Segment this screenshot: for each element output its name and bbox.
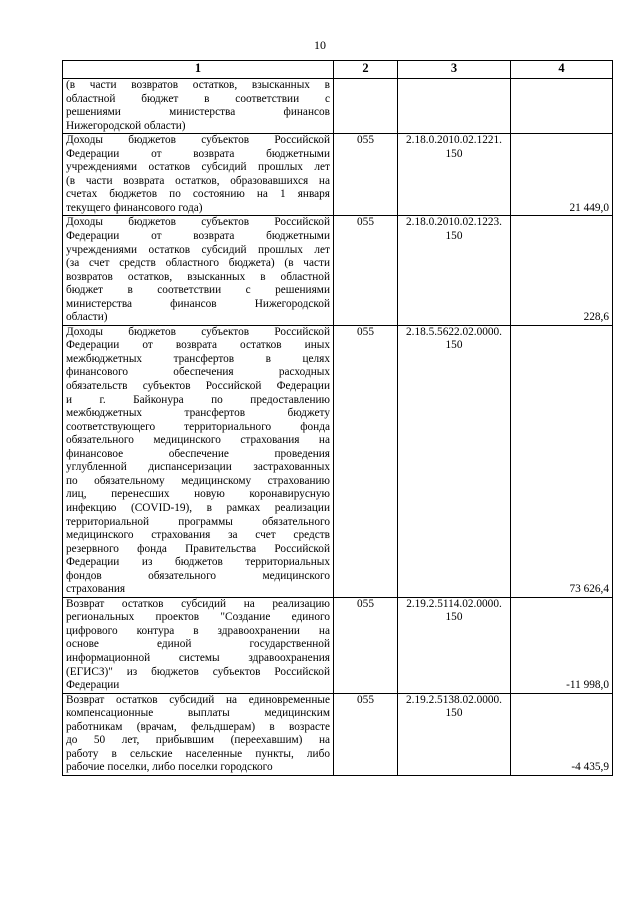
description-line: областной бюджет в соответствии с xyxy=(66,92,330,105)
description-line: Возврат остатков субсидий на единовременные xyxy=(66,693,330,706)
description-line: информационной системы здравоохранения xyxy=(66,651,330,664)
description-line: учреждениями остатков субсидий прошлых лет xyxy=(66,161,330,174)
description-line: (за счет средств областного бюджета) (в части xyxy=(66,257,330,270)
description-line: решениями министерства финансов xyxy=(66,106,330,119)
row-description xyxy=(63,325,334,597)
description-line: Нижегородской области) xyxy=(66,119,186,132)
description-line: Доходы бюджетов субъектов Российской xyxy=(66,216,330,229)
description-line: области) xyxy=(66,311,108,324)
row-budget-code xyxy=(398,134,511,216)
row-budget-code xyxy=(398,216,511,325)
description-line: и г. Байконура по предоставлению xyxy=(66,393,330,406)
description-line: углубленной диспансеризации застрахованных xyxy=(66,461,330,474)
description-line: Федерации от возврата бюджетными xyxy=(66,147,330,160)
description-line: медицинского страхования за счет средств xyxy=(66,529,330,542)
row-admin-code: 055 xyxy=(334,597,398,693)
table-row xyxy=(63,79,613,134)
row-amount: -11 998,0 xyxy=(511,597,613,693)
description-line: Возврат остатков субсидий на реализацию xyxy=(66,597,330,610)
description-line: фондов обязательного медицинского xyxy=(66,569,330,582)
description-line: (в части возвратов остатков, взысканных в xyxy=(66,79,330,91)
row-budget-code xyxy=(398,79,511,134)
row-description xyxy=(63,216,334,325)
budget-table xyxy=(62,60,613,776)
description-line: Федерации от возврата бюджетными xyxy=(66,230,330,243)
description-line: финансового обеспечения расходных xyxy=(66,366,330,379)
budget-code-line: 2.18.0.2010.02.1221. xyxy=(405,134,503,147)
description-line: региональных проектов "Создание единого xyxy=(66,611,330,624)
description-line: Доходы бюджетов субъектов Российской xyxy=(66,134,330,147)
description-line: Федерации от возврата остатков иных xyxy=(66,339,330,352)
budget-code-line: 2.19.2.5138.02.0000. xyxy=(405,693,503,706)
description-line: межбюджетных трансфертов в целях xyxy=(66,352,330,365)
description-line: возвратов остатков, взысканных в областной xyxy=(66,270,330,283)
page-number: 10 xyxy=(314,38,326,52)
row-amount: 21 449,0 xyxy=(511,134,613,216)
table-row xyxy=(63,597,613,693)
budget-code-line: 2.19.2.5114.02.0000. xyxy=(406,597,502,610)
budget-code-line: 150 xyxy=(445,707,463,720)
row-budget-code xyxy=(398,325,511,597)
row-description xyxy=(63,134,334,216)
row-amount: 73 626,4 xyxy=(511,325,613,597)
row-amount: -4 435,9 xyxy=(511,693,613,775)
table-header-row xyxy=(63,61,613,79)
row-description xyxy=(63,693,334,775)
description-line: по обязательному медицинскому страхованию xyxy=(66,474,330,487)
row-budget-code xyxy=(398,693,511,775)
description-line: Доходы бюджетов субъектов Российской xyxy=(66,325,330,338)
description-line: (ЕГИСЗ)" из бюджетов субъектов Российской xyxy=(66,665,330,678)
description-line: страхования xyxy=(66,583,126,596)
description-line: бюджет в соответствии с решениями xyxy=(66,284,330,297)
description-line: работу в сельские населенные пункты, либо xyxy=(66,747,330,760)
budget-code-line: 150 xyxy=(445,147,463,160)
description-line: компенсационные выплаты медицинским xyxy=(66,707,330,720)
description-line: соответствующего территориального фонда xyxy=(66,420,330,433)
row-description xyxy=(63,79,334,134)
description-line: министерства финансов Нижегородской xyxy=(66,297,330,310)
header-col-1: 1 xyxy=(63,61,334,79)
row-description xyxy=(63,597,334,693)
table-row xyxy=(63,216,613,325)
row-admin-code: 055 xyxy=(334,216,398,325)
row-amount xyxy=(511,79,613,134)
description-line: финансовое обеспечение проведения xyxy=(66,447,330,460)
header-col-3: 3 xyxy=(398,61,511,79)
description-line: (в части возврата остатков, образовавшихся на xyxy=(66,174,330,187)
row-admin-code: 055 xyxy=(334,325,398,597)
table-row xyxy=(63,134,613,216)
description-line: рабочие поселки, либо поселки городского xyxy=(66,761,273,774)
description-line: территориальной программы обязательного xyxy=(66,515,330,528)
row-admin-code: 055 xyxy=(334,693,398,775)
budget-code-line: 150 xyxy=(445,339,463,352)
description-line: основе единой государственной xyxy=(66,638,330,651)
description-line: Федерации из бюджетов территориальных xyxy=(66,556,330,569)
budget-code-line: 150 xyxy=(445,230,463,243)
description-line: Федерации xyxy=(66,679,120,692)
row-amount: 228,6 xyxy=(511,216,613,325)
description-line: инфекцию (COVID-19), в рамках реализации xyxy=(66,501,330,514)
description-line: счетах бюджетов по состоянию на 1 января xyxy=(66,188,330,201)
table-row xyxy=(63,693,613,775)
header-col-4: 4 xyxy=(511,61,613,79)
description-line: текущего финансового года) xyxy=(66,201,203,214)
description-line: лиц, перенесших новую коронавирусную xyxy=(66,488,330,501)
row-admin-code: 055 xyxy=(334,134,398,216)
description-line: работникам (врачам, фельдшерам) в возрасте xyxy=(66,720,330,733)
budget-code-line: 2.18.5.5622.02.0000. xyxy=(405,325,503,338)
description-line: до 50 лет, прибывшим (переехавшим) на xyxy=(66,734,330,747)
description-line: цифрового контура в здравоохранении на xyxy=(66,624,330,637)
description-line: учреждениями остатков субсидий прошлых лет xyxy=(66,243,330,256)
row-budget-code xyxy=(398,597,511,693)
budget-code-line: 150 xyxy=(445,611,463,624)
description-line: обязательного медицинского страхования на xyxy=(66,434,330,447)
row-admin-code xyxy=(334,79,398,134)
description-line: резервного фонда Правительства Российской xyxy=(66,542,330,555)
description-line: межбюджетных трансфертов бюджету xyxy=(66,407,330,420)
description-line: обязательств субъектов Российской Федерации xyxy=(66,380,330,393)
table-row xyxy=(63,325,613,597)
header-col-2: 2 xyxy=(334,61,398,79)
budget-code-line: 2.18.0.2010.02.1223. xyxy=(405,216,503,229)
